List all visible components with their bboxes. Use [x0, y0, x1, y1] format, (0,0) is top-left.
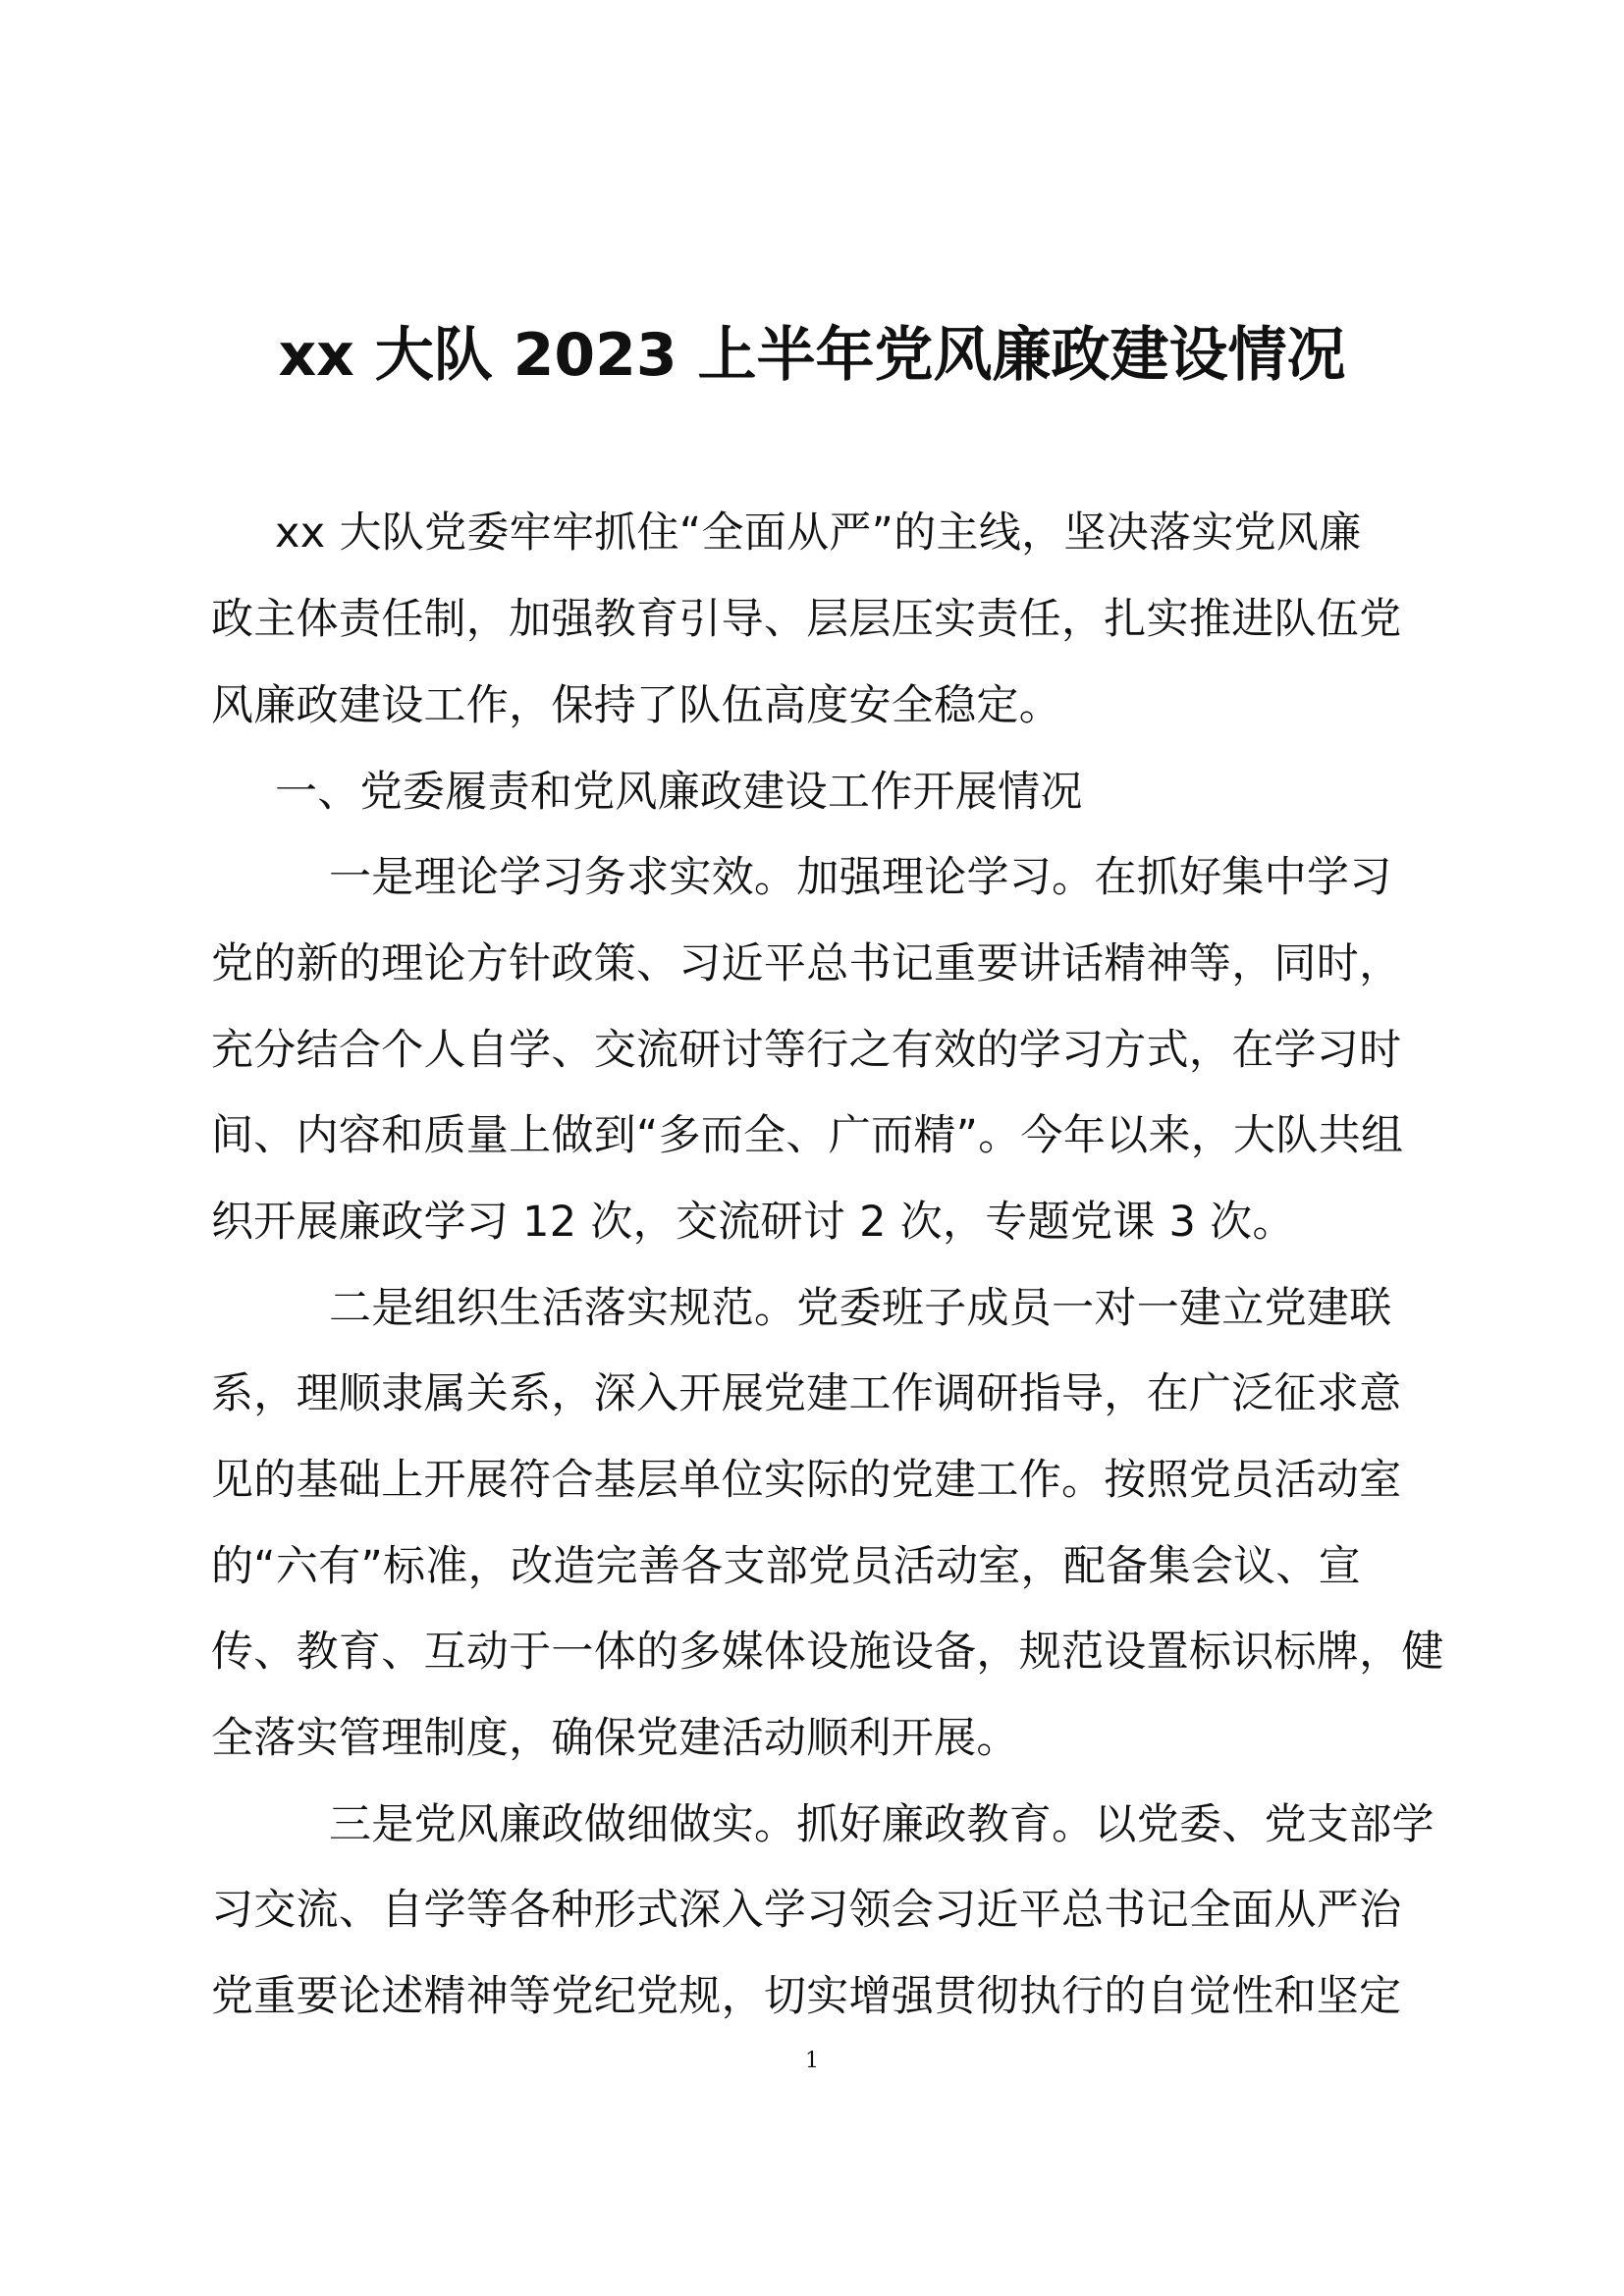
paragraph-line: 充分结合个人自学、交流研讨等行之有效的学习方式，在学习时 — [211, 1026, 1402, 1075]
paragraph-line: 间、内容和质量上做到“多而全、广而精”。今年以来，大队共组 — [211, 1111, 1404, 1160]
paragraph-line: 二是组织生活落实规范。党委班子成员一对一建立党建联 — [329, 1284, 1392, 1333]
paragraph-line: 的“六有”标准，改造完善各支部党员活动室，配备集会议、宣 — [211, 1542, 1361, 1591]
paragraph-line: 党的新的理论方针政策、习近平总书记重要讲话精神等，同时， — [211, 939, 1402, 988]
paragraph-line: 风廉政建设工作，保持了队伍高度安全稳定。 — [211, 681, 1061, 730]
paragraph-line: 三是党风廉政做细做实。抓好廉政教育。以党委、党支部学 — [329, 1800, 1435, 1849]
paragraph-line: 系，理顺隶属关系，深入开展党建工作调研指导，在广泛征求意 — [211, 1369, 1402, 1418]
page-number: 1 — [805, 2049, 819, 2073]
document-title: xx 大队 2023 上半年党风廉政建设情况 — [278, 321, 1346, 390]
paragraph-line: 习交流、自学等各种形式深入学习领会习近平总书记全面从严治 — [211, 1886, 1402, 1935]
paragraph-line: 织开展廉政学习 12 次，交流研讨 2 次，专题党课 3 次。 — [211, 1198, 1295, 1247]
paragraph-line: 一是理论学习务求实效。加强理论学习。在抓好集中学习 — [329, 853, 1392, 902]
paragraph-line: 全落实管理制度，确保党建活动顺利开展。 — [211, 1714, 1019, 1763]
paragraph-line: 政主体责任制，加强教育引导、层层压实责任，扎实推进队伍党 — [211, 595, 1402, 644]
paragraph-line: 见的基础上开展符合基层单位实际的党建工作。按照党员活动室 — [211, 1456, 1402, 1505]
paragraph-line: 党重要论述精神等党纪党规，切实增强贯彻执行的自觉性和坚定 — [211, 1972, 1402, 2021]
section-heading: 一、党委履责和党风廉政建设工作开展情况 — [275, 768, 1083, 817]
paragraph-line: xx 大队党委牢牢抓住“全面从严”的主线，坚决落实党风廉 — [275, 508, 1362, 558]
paragraph-line: 传、教育、互动于一体的多媒体设施设备，规范设置标识标牌，健 — [211, 1628, 1444, 1677]
